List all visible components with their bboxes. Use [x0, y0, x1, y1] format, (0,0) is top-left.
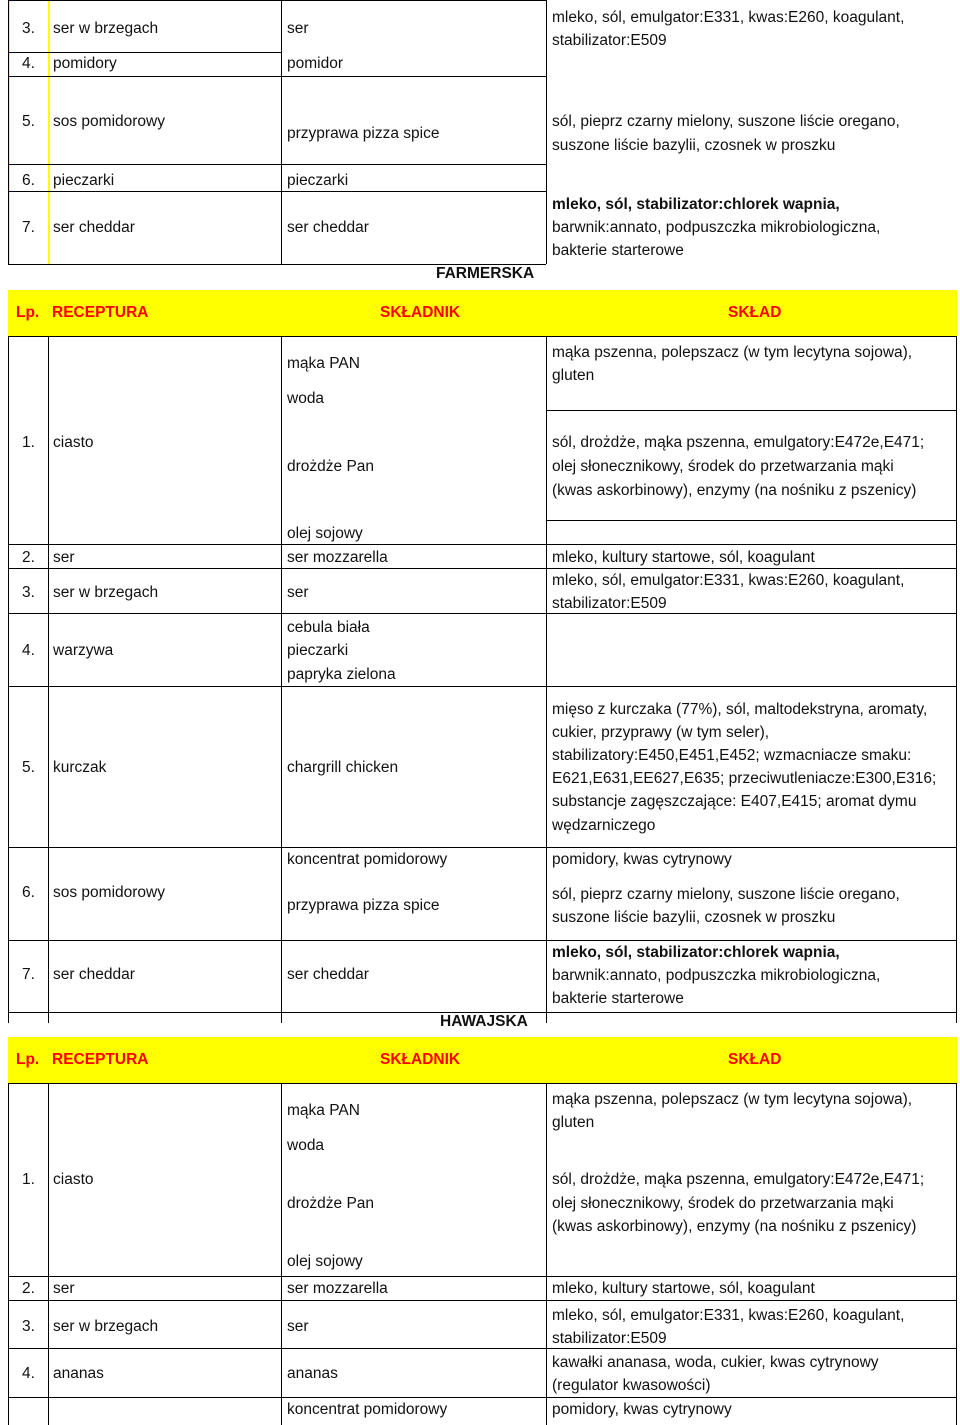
s3-row1-comp2-line1: sól, drożdże, mąka pszenna, emulgatory:E472e,E471;	[552, 1171, 925, 1188]
s2-row2-ingredient: ser mozzarella	[287, 549, 388, 566]
s3-row1-comp2-line2: olej słonecznikowy, środek do przetwarzania mąki	[552, 1195, 894, 1212]
s3-header-ingredient: SKŁADNIK	[380, 1051, 461, 1068]
s1-row3-no: 3.	[22, 20, 35, 37]
s2-row3-comp-1: mleko, sól, emulgator:E331, kwas:E260, koagulant,	[552, 572, 905, 589]
section-title-farmerska: FARMERSKA	[436, 265, 535, 282]
s2-header-composition: SKŁAD	[728, 304, 782, 321]
s2-row5-comp-5: substancje zagęszczające: E407,E415; aromat dymu	[552, 793, 917, 810]
s3-header-bar	[8, 1037, 957, 1083]
s1-row6-no: 6.	[22, 172, 35, 189]
s2-header-lp: Lp.	[16, 304, 40, 321]
s1-row3-ingredient: ser	[287, 20, 309, 37]
s3-row3-no: 3.	[22, 1318, 35, 1335]
s1-row5-recipe: sos pomidorowy	[53, 113, 165, 130]
s2-row6-comp2-line1: sól, pieprz czarny mielony, suszone liście oregano,	[552, 886, 900, 903]
s2-row1-ing-4: olej sojowy	[287, 525, 363, 542]
s1-row6-ingredient: pieczarki	[287, 172, 349, 189]
s1-row7-comp-3: bakterie starterowe	[552, 242, 684, 259]
s2-row1-comp2-line2: olej słonecznikowy, środek do przetwarzania mąki	[552, 458, 894, 475]
s2-row1-comp2-line3: (kwas askorbinowy), enzymy (na nośniku z pszenicy)	[552, 482, 917, 499]
s2-row1-ing-1: mąka PAN	[287, 355, 360, 372]
s3-row1-comp2-line3: (kwas askorbinowy), enzymy (na nośniku z pszenicy)	[552, 1218, 917, 1235]
s1-row5-comp-2: suszone liście bazylii, czosnek w proszku	[552, 137, 836, 154]
s3-row4-comp-2: (regulator kwasowości)	[552, 1377, 711, 1394]
s2-row7-ingredient: ser cheddar	[287, 966, 369, 983]
s3-row1-ing-2: woda	[287, 1137, 325, 1154]
s1-row5-comp-1: sól, pieprz czarny mielony, suszone liście oregano,	[552, 113, 900, 130]
s3-row3-comp-2: stabilizator:E509	[552, 1330, 667, 1347]
s3-row2-comp: mleko, kultury startowe, sól, koagulant	[552, 1280, 815, 1297]
s2-row2-no: 2.	[22, 549, 35, 566]
s3-row5-comp: pomidory, kwas cytrynowy	[552, 1401, 732, 1418]
s2-row4-recipe: warzywa	[53, 642, 114, 659]
s2-row5-comp-6: wędzarniczego	[552, 817, 656, 834]
s3-row1-no: 1.	[22, 1171, 35, 1188]
s3-row1-ing-1: mąka PAN	[287, 1102, 360, 1119]
s2-row5-no: 5.	[22, 759, 35, 776]
s2-row1-ing-3: drożdże Pan	[287, 458, 375, 475]
s1-row6-recipe: pieczarki	[53, 172, 115, 189]
s2-row1-recipe: ciasto	[53, 434, 94, 451]
s2-row7-no: 7.	[22, 966, 35, 983]
s3-row1-ing-4: olej sojowy	[287, 1253, 363, 1270]
s2-row1-comp1-line2: gluten	[552, 367, 595, 384]
s2-row1-ing-2: woda	[287, 390, 325, 407]
s2-row7-recipe: ser cheddar	[53, 966, 135, 983]
s2-row4-no: 4.	[22, 642, 35, 659]
s1-row5-ingredient: przyprawa pizza spice	[287, 125, 440, 142]
s2-row6-comp1: pomidory, kwas cytrynowy	[552, 851, 732, 868]
s2-row2-comp: mleko, kultury startowe, sól, koagulant	[552, 549, 815, 566]
s3-row4-comp-1: kawałki ananasa, woda, cukier, kwas cytrynowy	[552, 1354, 879, 1371]
s2-row6-comp2-line2: suszone liście bazylii, czosnek w proszku	[552, 909, 836, 926]
s1-row5-no: 5.	[22, 113, 35, 130]
s2-row6-ing-2: przyprawa pizza spice	[287, 897, 440, 914]
s2-row1-no: 1.	[22, 434, 35, 451]
s3-row1-recipe: ciasto	[53, 1171, 94, 1188]
s2-row7-comp-3: bakterie starterowe	[552, 990, 684, 1007]
s1-row7-ingredient: ser cheddar	[287, 219, 369, 236]
s2-row4-ing-1: cebula biała	[287, 619, 370, 636]
s3-row1-ing-3: drożdże Pan	[287, 1195, 375, 1212]
s2-row6-recipe: sos pomidorowy	[53, 884, 165, 901]
s3-header-lp: Lp.	[16, 1051, 40, 1068]
s2-row1-comp2-line1: sól, drożdże, mąka pszenna, emulgatory:E472e,E471;	[552, 434, 925, 451]
s2-row5-recipe: kurczak	[53, 759, 107, 776]
s2-row1-comp1-line1: mąka pszenna, polepszacz (w tym lecytyna sojowa),	[552, 344, 913, 361]
s2-row3-no: 3.	[22, 584, 35, 601]
s1-row3-recipe: ser w brzegach	[53, 20, 159, 37]
s1-row7-recipe: ser cheddar	[53, 219, 135, 236]
s3-row4-ingredient: ananas	[287, 1365, 338, 1382]
s3-row5-ingredient: koncentrat pomidorowy	[287, 1401, 448, 1418]
s1-row3-comp-2: stabilizator:E509	[552, 32, 667, 49]
s1-row7-comp-1: mleko, sól, stabilizator:chlorek wapnia,	[552, 196, 840, 213]
s2-row6-no: 6.	[22, 884, 35, 901]
s3-row3-ingredient: ser	[287, 1318, 309, 1335]
s3-row4-recipe: ananas	[53, 1365, 104, 1382]
s3-row1-comp1-line2: gluten	[552, 1114, 595, 1131]
s1-row3-comp-1: mleko, sól, emulgator:E331, kwas:E260, koagulant,	[552, 9, 905, 26]
section-title-hawajska: HAWAJSKA	[440, 1013, 528, 1030]
s2-row3-ingredient: ser	[287, 584, 309, 601]
s2-row3-comp-2: stabilizator:E509	[552, 595, 667, 612]
s2-row5-comp-2: cukier, przyprawy (w tym seler),	[552, 724, 770, 741]
s3-row4-no: 4.	[22, 1365, 35, 1382]
s2-row4-ing-2: pieczarki	[287, 642, 349, 659]
s3-row3-comp-1: mleko, sól, emulgator:E331, kwas:E260, koagulant,	[552, 1307, 905, 1324]
s3-row2-no: 2.	[22, 1280, 35, 1297]
yellow-column-2	[48, 0, 50, 264]
s3-row3-recipe: ser w brzegach	[53, 1318, 159, 1335]
s3-header-recipe: RECEPTURA	[52, 1051, 149, 1068]
s1-row4-ingredient: pomidor	[287, 55, 343, 72]
s2-header-recipe: RECEPTURA	[52, 304, 149, 321]
s2-row5-comp-4: E621,E631,EE627,E635; przeciwutleniacze:E300,E316;	[552, 770, 937, 787]
s2-row7-comp-1: mleko, sól, stabilizator:chlorek wapnia,	[552, 944, 840, 961]
s2-row7-comp-2: barwnik:annato, podpuszczka mikrobiologiczna,	[552, 967, 881, 984]
s2-row4-ing-3: papryka zielona	[287, 666, 396, 683]
s1-row4-no: 4.	[22, 55, 35, 72]
s2-row5-ingredient: chargrill chicken	[287, 759, 399, 776]
s2-row5-comp-3: stabilizatory:E450,E451,E452; wzmacniacze smaku:	[552, 747, 912, 764]
s2-row6-ing-1: koncentrat pomidorowy	[287, 851, 448, 868]
s2-row5-comp-1: mięso z kurczaka (77%), sól, maltodekstryna, aromaty,	[552, 701, 928, 718]
s2-row2-recipe: ser	[53, 549, 75, 566]
s3-row2-ingredient: ser mozzarella	[287, 1280, 388, 1297]
s2-row3-recipe: ser w brzegach	[53, 584, 159, 601]
s3-row2-recipe: ser	[53, 1280, 75, 1297]
s2-header-bar	[8, 290, 957, 336]
s1-row4-recipe: pomidory	[53, 55, 117, 72]
s3-header-composition: SKŁAD	[728, 1051, 782, 1068]
s2-header-ingredient: SKŁADNIK	[380, 304, 461, 321]
s3-row1-comp1-line1: mąka pszenna, polepszacz (w tym lecytyna sojowa),	[552, 1091, 913, 1108]
s1-row7-no: 7.	[22, 219, 35, 236]
s1-row7-comp-2: barwnik:annato, podpuszczka mikrobiologiczna,	[552, 219, 881, 236]
